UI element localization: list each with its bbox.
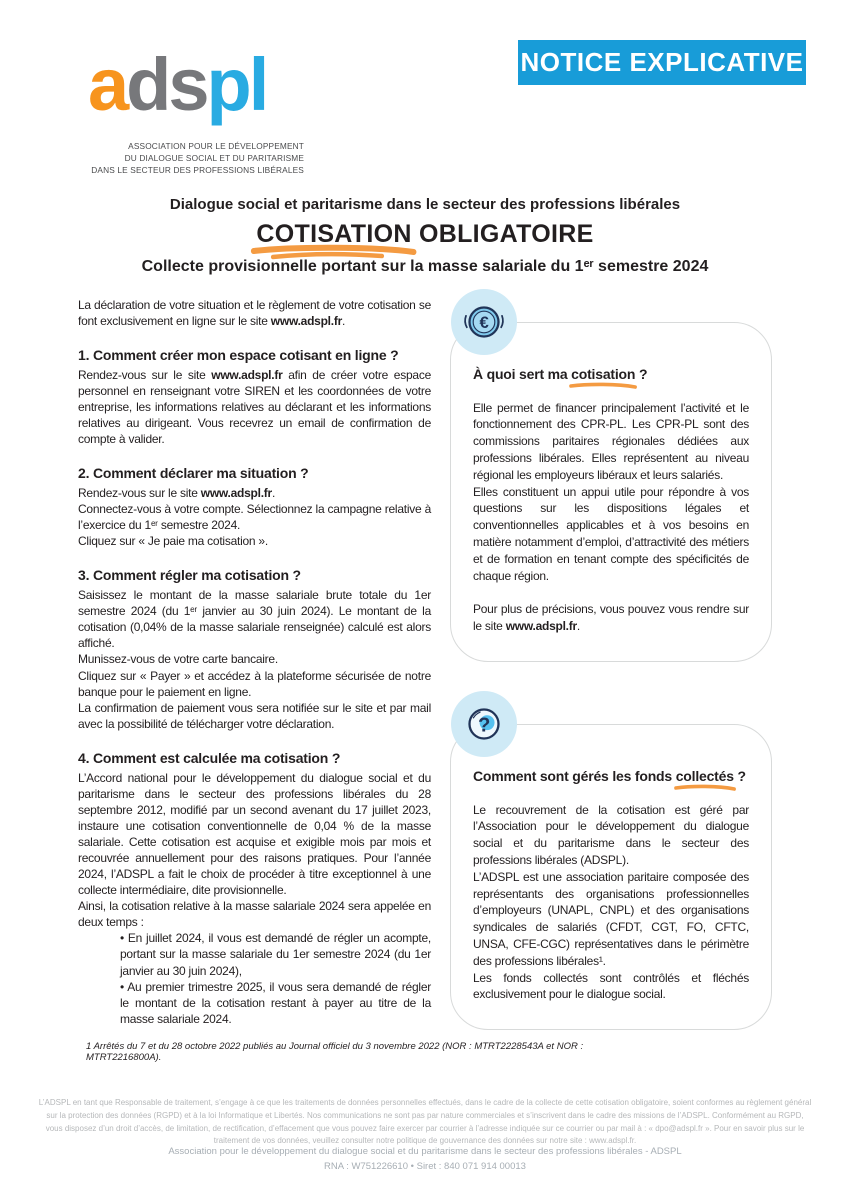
adspl-logo <box>88 43 267 126</box>
footer-org-ids: RNA : W751226610 • Siret : 840 071 914 00013 <box>324 1160 526 1172</box>
title-word-obligatoire: OBLIGATOIRE <box>411 220 594 248</box>
question-mark-icon <box>451 691 517 757</box>
intro-text-end: . <box>342 314 346 329</box>
info-box-cotisation <box>450 313 772 662</box>
title-subtitle-top: Dialogue social et paritarisme dans le secteur des professions libérales <box>169 196 681 213</box>
svg-text:?: ? <box>477 714 491 737</box>
box1-text-end: . <box>576 619 581 634</box>
section4-bullet-2: • Au premier trimestre 2025, il vous sera demandé de régler le montant de la cotisation restant à payer au titre de la masse salariale 2024. <box>120 979 431 1026</box>
title-underlined-word <box>256 220 411 249</box>
title-block <box>0 196 850 276</box>
section3-paragraph-3: Cliquez sur « Payer » et accédez à la plateforme sécurisée de notre banque pour le paiement en ligne. <box>78 668 431 699</box>
intro-text: La déclaration de votre situation et le règlement de votre cotisation se font exclusivement en ligne sur le site <box>78 298 431 329</box>
banner-label: NOTICE EXPLICATIVE <box>520 47 804 77</box>
logo-letters-ds: ds <box>126 43 207 126</box>
box2-heading-end: ? <box>733 767 746 784</box>
section2-text: Rendez-vous sur le site <box>78 486 201 501</box>
intro-paragraph <box>78 297 431 329</box>
section3-paragraph-4: La confirmation de paiement vous sera notifiée sur le site et par mail avec la possibilité de télécharger votre déclaration. <box>78 700 431 731</box>
section4-bullet-1: • En juillet 2024, il vous est demandé de régler un acompte, portant sur la masse salariale du 1er semestre 2024 (du 1er janvier au 30 juin 2024), <box>120 931 431 978</box>
section3-paragraph-1: Saisissez le montant de la masse salariale brute totale du 1er semestre 2024 (du 1ᵉʳ janvier au 30 juin 2024). Le montant de la cotisation (0,04% de la masse salariale renseignée) calculé est alors affiché. <box>78 588 431 651</box>
notice-banner <box>518 40 806 85</box>
box2-underlined-word <box>676 767 734 787</box>
left-column <box>78 297 431 1027</box>
footnote: 1 Arrêtés du 7 et du 28 octobre 2022 publiés au Journal officiel du 3 novembre 2022 (NOR : MTRT2228543A et NOR : MTRT2216800A). <box>86 1040 584 1063</box>
title-word-cotisation: COTISATION <box>256 220 412 248</box>
box1-paragraph-2: Elles constituent un appui utile pour répondre à vos questions sur les dispositions légales et conventionnelles applicables et à vos besoins en matière notamment d’emploi, d’attractivité des métiers et de formation en tenant compte des spécificités de chaque région. <box>473 484 749 583</box>
box1-text: Pour plus de précisions, vous pouvez vous rendre sur le site <box>473 602 749 634</box>
section2-text-end: . <box>271 486 276 501</box>
tagline-line-3: DANS LE SECTEUR DES PROFESSIONS LIBÉRALES <box>91 165 304 176</box>
box1-heading-text: À quoi sert ma <box>473 366 572 382</box>
footer-organization <box>0 1145 850 1174</box>
section2-line1 <box>78 485 431 501</box>
section2-heading: 2. Comment déclarer ma situation ? <box>78 465 309 482</box>
section2-line2: Connectez-vous à votre compte. Sélectionnez la campagne relative à l’exercice du 1ᵉʳ semestre 2024. <box>78 502 431 533</box>
box2-paragraph-1: Le recouvrement de la cotisation est géré par l’Association pour le développement du dialogue social et du paritarisme dans le secteur des professions libérales (ADSPL). <box>473 802 749 867</box>
section1-text: Rendez-vous sur le site <box>78 367 212 382</box>
adspl-link[interactable]: www.adspl.fr <box>270 314 343 329</box>
box2-heading-text: Comment sont gérés les fonds <box>473 767 676 784</box>
section1-body <box>78 367 431 447</box>
orange-underline-icon <box>674 784 736 792</box>
section4-heading: 4. Comment est calculée ma cotisation ? <box>78 749 341 766</box>
title-subtitle-bottom: Collecte provisionnelle portant sur la masse salariale du 1ᵉʳ semestre 2024 <box>141 258 709 275</box>
right-column <box>450 313 772 1092</box>
box2-paragraph-3: Les fonds collectés sont contrôlés et fléchés exclusivement pour le dialogue social. <box>473 970 749 1002</box>
box2-paragraph-2: L’ADSPL est une association paritaire composée des représentants des organisations professionnelles d’employeurs (UNAPL, CNPL) et des organisations syndicales de salariés (CFDT, CGT, FO, CFTC, UNSA, CFE-CGC) représentatives dans le périmètre des professions libérales¹. <box>473 869 749 968</box>
tagline-line-1: ASSOCIATION POUR LE DÉVELOPPEMENT <box>128 141 304 151</box>
logo-letters-pl: pl <box>206 43 267 126</box>
box2-word-collectes: collectés <box>675 767 734 784</box>
svg-text:€: € <box>479 313 489 333</box>
adspl-link[interactable]: www.adspl.fr <box>505 619 577 634</box>
section1-text-end: afin de créer votre espace personnel en renseignant votre SIREN et les coordonnées de votre entreprise, les informations relatives au déclarant et les informations relatives au dirigeant. Vous recevrez un email de confirmation de compte à valider. <box>78 367 431 447</box>
section1-heading: 1. Comment créer mon espace cotisant en ligne ? <box>78 347 399 364</box>
box1-heading-end: ? <box>635 366 648 382</box>
adspl-link[interactable]: www.adspl.fr <box>200 486 272 501</box>
adspl-link[interactable]: www.adspl.fr <box>211 367 283 382</box>
info-box-fonds <box>450 714 772 1030</box>
euro-coin-icon <box>451 289 517 355</box>
box1-paragraph-1: Elle permet de financer principalement l’activité et le fonctionnement des CPR-PL. Les CPR-PL sont des commissions paritaires régionales dédiées aux professions libérales. Elles représentent au niveau régional les employeurs libéraux et leurs salariés. <box>473 400 749 482</box>
legal-rgpd-text: L’ADSPL en tant que Responsable de traitement, s’engage à ce que les traitements de données personnelles effectués, dans le cadre de la collecte de cette cotisation obligatoire, soient conformes au règlement général sur la protection des données (RGPD) et à la loi Informatique et Libertés. Nos communications ne sont pas par nature commerciales et s’inscrivent dans le cadre des missions de l’ADSPL. Conformément au RGPD, vous disposez d’un droit d’accès, de limitation, de rectification, d’effacement que vous pouvez faire exercer par courrier à l’adresse indiquée sur ce courrier ou par mail à : « dpo@adspl.fr ». Pour en savoir plus sur le traitement de vos données, veuillez consulter notre politique de gouvernance des données sur notre site : www.adspl.fr. <box>38 1098 812 1146</box>
box1-word-cotisation: cotisation <box>571 366 636 382</box>
orange-underline-icon <box>569 382 637 390</box>
box1-underlined-word <box>571 365 635 385</box>
section2-line3: Cliquez sur « Je paie ma cotisation ». <box>78 534 268 549</box>
footer-org-name: Association pour le développement du dialogue social et du paritarisme dans le secteur des professions libérales - ADSPL <box>168 1146 682 1157</box>
section3-paragraph-2: Munissez-vous de votre carte bancaire. <box>78 652 278 667</box>
box1-heading <box>473 365 749 385</box>
section4-paragraph-2: Ainsi, la cotisation relative à la masse salariale 2024 sera appelée en deux temps : <box>78 899 431 930</box>
box1-paragraph-3 <box>473 601 749 635</box>
tagline-line-2: DU DIALOGUE SOCIAL ET DU PARITARISME <box>124 153 304 164</box>
logo-letter-a: a <box>88 43 127 126</box>
logo-tagline <box>58 140 304 176</box>
box2-heading <box>473 767 749 787</box>
page-title <box>0 220 850 249</box>
section4-paragraph-1: L’Accord national pour le développement du dialogue social et du paritarisme dans le secteur des professions libérales du 28 septembre 2012, modifié par un second avenant du 17 juillet 2023, instaure une cotisation conventionnelle de 0,04 % de la masse salariale. Cette cotisation est acquise et exigible mois par mois et recouvrée annuellement pour des raisons pratiques. Pour l’année 2024, l’ADSPL a fait le choix de procéder à titre exceptionnel à une collecte intermédiaire, dite provisionnelle. <box>78 770 431 898</box>
section3-heading: 3. Comment régler ma cotisation ? <box>78 567 301 584</box>
orange-underline-swoosh-icon <box>250 244 417 260</box>
